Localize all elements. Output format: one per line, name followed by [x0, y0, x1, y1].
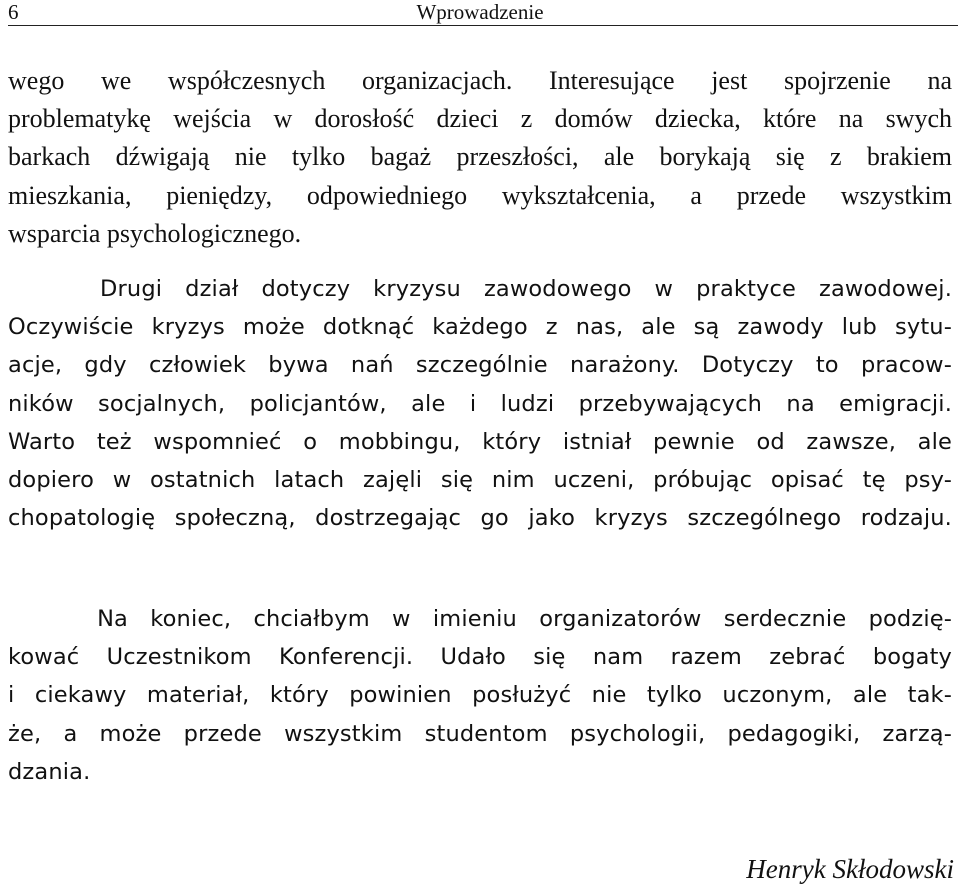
text-line: i ciekawy materiał, który powinien posłużyć nie tylko uczonym, ale tak-	[8, 682, 952, 709]
text-line: acje, gdy człowiek bywa nań szczególnie narażony. Dotyczy to pracow-	[8, 352, 952, 379]
running-title: Wprowadzenie	[416, 0, 544, 24]
text-line: mieszkania, pieniędzy, odpowiedniego wykształcenia, a przede wszystkim	[8, 180, 952, 210]
paragraph-2	[8, 270, 952, 537]
text-line: barkach dźwigają nie tylko bagaż przeszłości, ale borykają się z brakiem	[8, 142, 952, 172]
header-rule	[8, 25, 958, 26]
running-header	[8, 0, 952, 26]
text-line: Warto też wspomnieć o mobbingu, który istniał pewnie od zawsze, ale	[8, 428, 952, 455]
text-line: wego we współczesnych organizacjach. Interesujące jest spojrzenie na	[8, 66, 952, 95]
text-line: Na koniec, chciałbym w imieniu organizatorów serdecznie podzię-	[8, 606, 952, 632]
text-line: dzania.	[8, 758, 91, 785]
text-line: dopiero w ostatnich latach zajęli się nim uczeni, próbując opisać tę psy-	[8, 467, 952, 494]
paragraph-3	[8, 600, 952, 791]
text-line: wsparcia psychologicznego.	[8, 218, 302, 248]
text-line: problematykę wejścia w dorosłość dzieci z domów dziecka, które na swych	[8, 104, 952, 134]
text-line: Oczywiście kryzys może dotknąć każdego z nas, ale są zawody lub sytu-	[8, 314, 952, 341]
text-line: ników socjalnych, policjantów, ale i ludzi przebywających na emigracji.	[8, 390, 952, 417]
text-line: Drugi dział dotyczy kryzysu zawodowego w praktyce zawodowej.	[8, 276, 952, 302]
text-line: chopatologię społeczną, dostrzegając go jako kryzys szczególnego rodzaju.	[8, 505, 952, 532]
page-number: 6	[8, 0, 19, 24]
paragraph-1	[8, 62, 952, 253]
author-signature: Henryk Skłodowski	[746, 854, 954, 884]
text-line: że, a może przede wszystkim studentom psychologii, pedagogiki, zarzą-	[8, 720, 952, 747]
text-line: kować Uczestnikom Konferencji. Udało się nam razem zebrać bogaty	[8, 644, 952, 671]
